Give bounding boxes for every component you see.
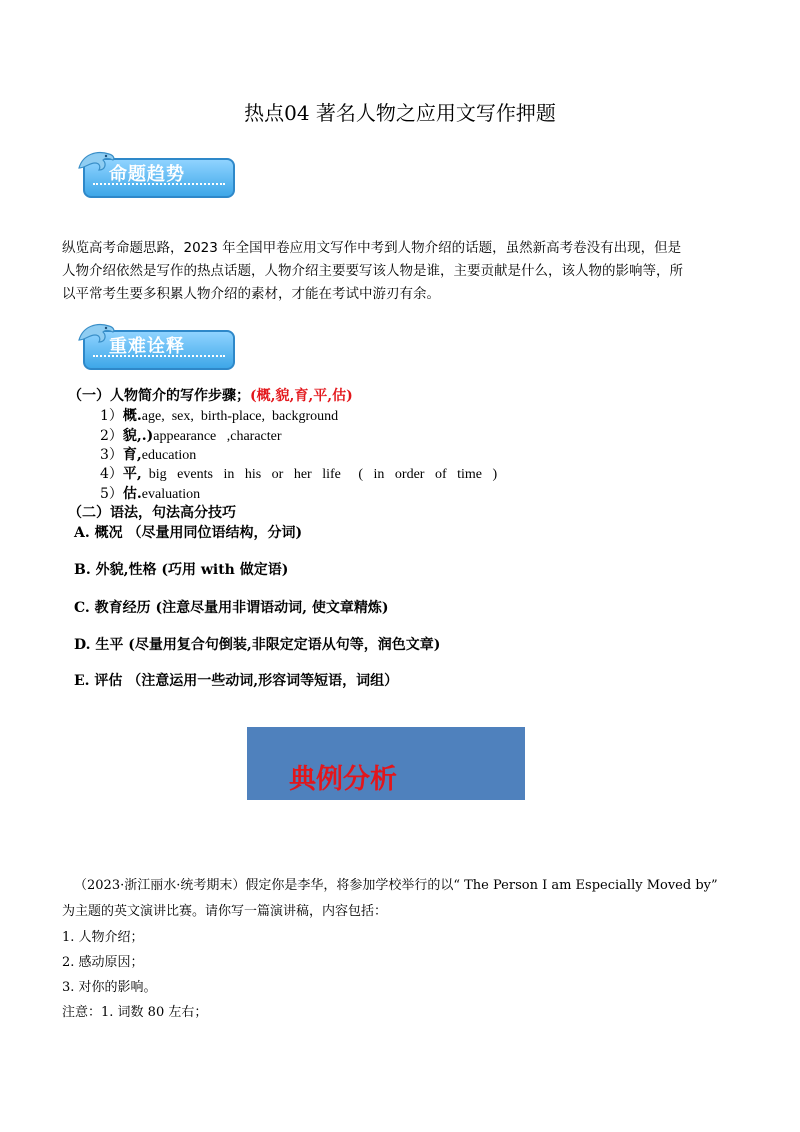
step-key: 概.	[122, 408, 142, 424]
step-item	[100, 425, 282, 445]
tip-item: E. 评估 （注意运用一些动词,形容词等短语，词组）	[74, 673, 399, 689]
step-item	[100, 405, 338, 425]
question-line: 3. 对你的影响。	[62, 980, 157, 995]
trend-paragraph	[62, 237, 742, 306]
step-key: 育,	[122, 447, 142, 463]
section-badge-trend	[75, 150, 240, 200]
tip-item: A. 概况 （尽量用同位语结构，分词)	[74, 525, 303, 541]
example-analysis-banner	[247, 727, 525, 800]
step-number: 1）	[100, 408, 123, 424]
tip-item: B. 外貌,性格 (巧用 with 做定语)	[74, 562, 289, 578]
question-line: 1. 人物介绍；	[62, 930, 144, 945]
badge-label: 重难诠释	[109, 336, 185, 357]
page-title: 热点04 著名人物之应用文写作押题	[244, 101, 556, 125]
step-text: appearance ,character	[153, 429, 282, 444]
step-item	[100, 444, 196, 464]
step-item	[100, 463, 497, 483]
trend-line: 人物介绍依然是写作的热点话题，人物介绍主要要写该人物是谁，主要贡献是什么，该人物的影响等，所	[62, 263, 683, 279]
question-line: 注意：1. 词数 80 左右；	[62, 1005, 208, 1020]
badge-label: 命题趋势	[109, 164, 185, 185]
question-line: （2023·浙江丽水·统考期末）假定你是李华，将参加学校举行的以“ The Person I am Especially Moved by”	[74, 878, 718, 893]
step-text: evaluation	[141, 487, 201, 502]
tip-item: D. 生平 (尽量用复合句倒装,非限定定语从句等，润色文章)	[74, 637, 441, 653]
question-line: 为主题的英文演讲比赛。请你写一篇演讲稿，内容包括：	[62, 904, 388, 919]
trend-line: 纵览高考命题思路，2023 年全国甲卷应用文写作中考到人物介绍的话题，虽然新高考卷没有出现，但是	[62, 240, 682, 256]
step-key: 貌,.)	[122, 428, 154, 444]
section1-heading	[68, 385, 353, 405]
section-badge-key-points	[75, 322, 240, 372]
example-analysis-label: 典例分析	[289, 764, 397, 795]
section1-heading-text: （一）人物简介的写作步骤；	[68, 388, 250, 404]
section2-heading: （二）语法，句法高分技巧	[68, 505, 236, 521]
step-key: 估.	[122, 486, 142, 502]
question-line: 2. 感动原因；	[62, 955, 144, 970]
step-number: 2）	[100, 428, 123, 444]
step-text: big events in his or her life ( in order of time )	[141, 467, 498, 482]
step-item	[100, 483, 200, 503]
step-text: age, sex, birth-place, background	[141, 409, 339, 424]
step-key: 平,	[122, 466, 142, 482]
step-number: 5）	[100, 486, 123, 502]
tip-item: C. 教育经历 (注意尽量用非谓语动词, 使文章精炼)	[74, 600, 389, 616]
step-number: 4）	[100, 466, 123, 482]
step-text: education	[141, 448, 197, 463]
step-number: 3）	[100, 447, 123, 463]
trend-line: 以平常考生要多积累人物介绍的素材，才能在考试中游刃有余。	[62, 286, 440, 302]
section1-keywords: (概,貌,育,平,估)	[250, 388, 353, 404]
